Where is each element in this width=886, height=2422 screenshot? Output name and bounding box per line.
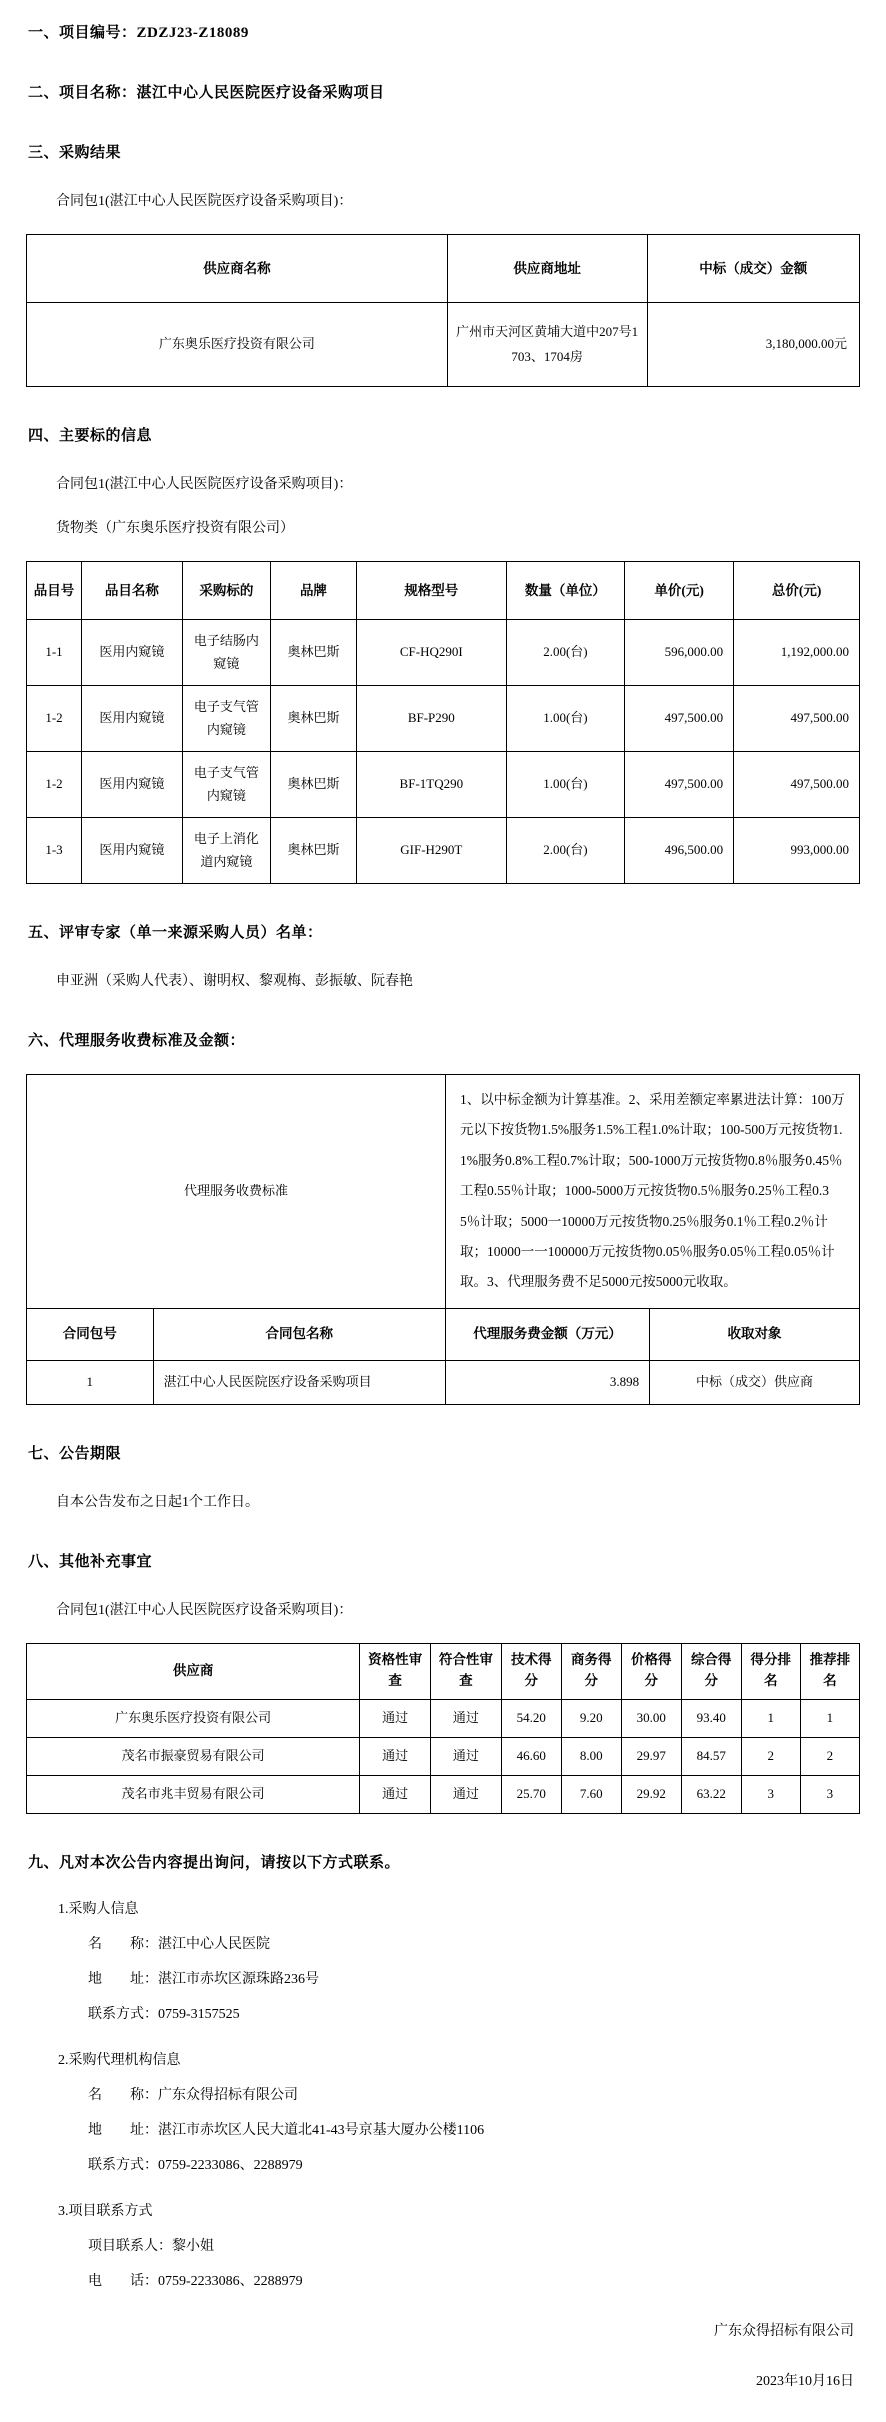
score-rank: 3	[741, 1775, 800, 1813]
item-quantity: 1.00(台)	[506, 752, 624, 818]
item-subject: 电子支气管内窥镜	[182, 752, 270, 818]
section-contact-title: 九、凡对本次公告内容提出询问，请按以下方式联系。	[28, 1854, 401, 1871]
score-conformity: 通过	[431, 1775, 502, 1813]
score-price: 29.97	[621, 1737, 681, 1775]
fee-header-fee-amount: 代理服务费金额（万元）	[445, 1308, 649, 1360]
score-conformity: 通过	[431, 1699, 502, 1737]
section-announcement-period-title: 七、公告期限	[28, 1445, 122, 1462]
result-supplier-name: 广东奥乐医疗投资有限公司	[27, 303, 448, 387]
table-row	[27, 818, 860, 884]
fee-standard-text: 1、以中标金额为计算基准。2、采用差额定率累进法计算：100万元以下按货物1.5%服务1.5%工程1.0%计取；100-500万元按货物1.1%服务0.8%工程0.7%计取；500-1000万元按货物0.8％服务0.45％工程0.55％计取；1000-5000万元按货物0.5％服务0.25％工程0.35％计取；5000一10000万元按货物0.25％服务0.1％工程0.2％计取；10000一一100000万元按货物0.05％服务0.05％工程0.05％计取。3、代理服务费不足5000元按5000元收取。	[445, 1075, 859, 1309]
purchaser-phone: 联系方式：0759-3157525	[88, 2006, 240, 2022]
score-technical: 25.70	[501, 1775, 561, 1813]
table-header-row	[27, 562, 860, 620]
section-main-subject-title: 四、主要标的信息	[28, 428, 153, 444]
fee-standard-label: 代理服务收费标准	[27, 1075, 446, 1309]
table-row	[27, 1775, 860, 1813]
items-header-item-no: 品目号	[27, 562, 82, 620]
subject-package-line: 合同包1(湛江中心人民医院医疗设备采购项目)：	[56, 477, 353, 492]
items-header-total-price: 总价(元)	[734, 562, 860, 620]
table-row	[27, 303, 860, 387]
item-quantity: 2.00(台)	[506, 620, 624, 686]
score-header-price-score: 价格得分	[621, 1643, 681, 1699]
item-name: 医用内窥镜	[81, 818, 182, 884]
project-name-label: 二、项目名称：	[28, 85, 137, 101]
score-header-conformity-review: 符合性审查	[431, 1643, 502, 1699]
item-total-price: 1,192,000.00	[734, 620, 860, 686]
fee-header-charged-party: 收取对象	[650, 1308, 860, 1360]
agency-name: 名 称：广东众得招标有限公司	[88, 2087, 298, 2103]
footer-company: 广东众得招标有限公司	[714, 2323, 854, 2339]
item-unit-price: 497,500.00	[625, 752, 734, 818]
item-brand: 奥林巴斯	[271, 752, 357, 818]
item-name: 医用内窥镜	[81, 752, 182, 818]
project-number-value: ZDZJ23-Z18089	[136, 25, 249, 41]
score-supplier: 广东奥乐医疗投资有限公司	[27, 1699, 360, 1737]
item-subject: 电子支气管内窥镜	[182, 686, 270, 752]
section-procurement-result-title: 三、采购结果	[28, 145, 122, 161]
project-contact-heading: 3.项目联系方式	[58, 2203, 153, 2219]
table-row	[27, 1737, 860, 1775]
recommend-rank: 3	[800, 1775, 859, 1813]
score-qualification: 通过	[360, 1699, 431, 1737]
project-contact-person: 项目联系人：黎小姐	[88, 2238, 214, 2254]
item-unit-price: 497,500.00	[625, 686, 734, 752]
score-header-recommend-rank: 推荐排名	[800, 1643, 859, 1699]
score-technical: 54.20	[501, 1699, 561, 1737]
item-total-price: 497,500.00	[734, 752, 860, 818]
item-model: GIF-H290T	[356, 818, 506, 884]
item-model: BF-1TQ290	[356, 752, 506, 818]
item-subject: 电子上消化道内窥镜	[182, 818, 270, 884]
score-price: 30.00	[621, 1699, 681, 1737]
agency-address: 地 址：湛江市赤坎区人民大道北41-43号京基大厦办公楼1106	[88, 2122, 485, 2138]
supplier-result-table	[26, 234, 860, 387]
item-no: 1-2	[27, 752, 82, 818]
table-row	[27, 1699, 860, 1737]
score-overall: 63.22	[681, 1775, 741, 1813]
agency-info-heading: 2.采购代理机构信息	[58, 2052, 181, 2068]
fee-amount-value: 3.898	[445, 1360, 649, 1404]
purchaser-name: 名 称：湛江中心人民医院	[88, 1936, 270, 1952]
items-table	[26, 561, 860, 884]
item-no: 1-2	[27, 686, 82, 752]
table-header-row	[27, 1308, 860, 1360]
score-price: 29.92	[621, 1775, 681, 1813]
section-project-number	[28, 22, 860, 44]
item-name: 医用内窥镜	[81, 686, 182, 752]
item-brand: 奥林巴斯	[271, 686, 357, 752]
score-technical: 46.60	[501, 1737, 561, 1775]
item-no: 1-3	[27, 818, 82, 884]
score-overall: 84.57	[681, 1737, 741, 1775]
item-quantity: 1.00(台)	[506, 686, 624, 752]
section-agency-fee-title: 六、代理服务收费标准及金额：	[28, 1033, 246, 1049]
recommend-rank: 2	[800, 1737, 859, 1775]
score-header-business-score: 商务得分	[561, 1643, 621, 1699]
table-row	[27, 752, 860, 818]
fee-header-package-no: 合同包号	[27, 1308, 154, 1360]
items-header-brand: 品牌	[271, 562, 357, 620]
result-package-line: 合同包1(湛江中心人民医院医疗设备采购项目)：	[56, 194, 353, 209]
agency-phone: 联系方式：0759-2233086、2288979	[88, 2157, 303, 2173]
result-header-supplier-name: 供应商名称	[27, 235, 448, 303]
item-total-price: 993,000.00	[734, 818, 860, 884]
table-row	[27, 1075, 860, 1309]
table-row	[27, 1360, 860, 1404]
project-contact-phone: 电 话：0759-2233086、2288979	[88, 2273, 303, 2289]
agency-fee-table	[26, 1074, 860, 1405]
score-qualification: 通过	[360, 1775, 431, 1813]
item-model: BF-P290	[356, 686, 506, 752]
items-header-quantity: 数量（单位）	[506, 562, 624, 620]
project-name-value: 湛江中心人民医院医疗设备采购项目	[136, 85, 385, 101]
score-supplier: 茂名市振豪贸易有限公司	[27, 1737, 360, 1775]
score-header-overall-score: 综合得分	[681, 1643, 741, 1699]
announcement-document	[26, 22, 860, 2392]
score-business: 7.60	[561, 1775, 621, 1813]
section-project-name	[28, 82, 860, 104]
experts-names: 申亚洲（采购人代表）、谢明权、黎观梅、彭振敏、阮春艳	[56, 974, 413, 989]
table-row	[27, 620, 860, 686]
item-total-price: 497,500.00	[734, 686, 860, 752]
project-number-label: 一、项目编号：	[28, 25, 137, 41]
footer-date: 2023年10月16日	[756, 2373, 854, 2389]
items-header-subject: 采购标的	[182, 562, 270, 620]
item-name: 医用内窥镜	[81, 620, 182, 686]
section-supplementary-title: 八、其他补充事宜	[28, 1553, 153, 1570]
score-conformity: 通过	[431, 1737, 502, 1775]
table-row	[27, 686, 860, 752]
score-overall: 93.40	[681, 1699, 741, 1737]
item-no: 1-1	[27, 620, 82, 686]
score-header-supplier: 供应商	[27, 1643, 360, 1699]
score-qualification: 通过	[360, 1737, 431, 1775]
purchaser-info-heading: 1.采购人信息	[58, 1901, 139, 1917]
score-rank: 1	[741, 1699, 800, 1737]
items-header-model: 规格型号	[356, 562, 506, 620]
score-rank: 2	[741, 1737, 800, 1775]
items-header-item-name: 品目名称	[81, 562, 182, 620]
item-brand: 奥林巴斯	[271, 620, 357, 686]
item-subject: 电子结肠内窥镜	[182, 620, 270, 686]
result-header-supplier-address: 供应商地址	[447, 235, 647, 303]
score-business: 8.00	[561, 1737, 621, 1775]
section-experts-title: 五、评审专家（单一来源采购人员）名单：	[28, 925, 323, 941]
fee-package-name: 湛江中心人民医院医疗设备采购项目	[153, 1360, 445, 1404]
item-unit-price: 496,500.00	[625, 818, 734, 884]
score-header-qualification-review: 资格性审查	[360, 1643, 431, 1699]
score-supplier: 茂名市兆丰贸易有限公司	[27, 1775, 360, 1813]
purchaser-address: 地 址：湛江市赤坎区源珠路236号	[88, 1971, 319, 1987]
table-header-row	[27, 235, 860, 303]
item-brand: 奥林巴斯	[271, 818, 357, 884]
recommend-rank: 1	[800, 1699, 859, 1737]
fee-charged-party: 中标（成交）供应商	[650, 1360, 860, 1404]
supplementary-package-line: 合同包1(湛江中心人民医院医疗设备采购项目)：	[56, 1602, 353, 1618]
items-header-unit-price: 单价(元)	[625, 562, 734, 620]
subject-category-line: 货物类（广东奥乐医疗投资有限公司）	[56, 521, 294, 536]
result-supplier-address: 广州市天河区黄埔大道中207号1703、1704房	[447, 303, 647, 387]
table-header-row	[27, 1643, 860, 1699]
score-header-score-rank: 得分排名	[741, 1643, 800, 1699]
score-header-technical-score: 技术得分	[501, 1643, 561, 1699]
announcement-period-text: 自本公告发布之日起1个工作日。	[56, 1494, 259, 1510]
fee-header-package-name: 合同包名称	[153, 1308, 445, 1360]
result-header-award-amount: 中标（成交）金额	[647, 235, 859, 303]
item-model: CF-HQ290I	[356, 620, 506, 686]
result-award-amount: 3,180,000.00元	[647, 303, 859, 387]
item-quantity: 2.00(台)	[506, 818, 624, 884]
item-unit-price: 596,000.00	[625, 620, 734, 686]
supplier-score-table	[26, 1643, 860, 1814]
score-business: 9.20	[561, 1699, 621, 1737]
fee-package-no: 1	[27, 1360, 154, 1404]
